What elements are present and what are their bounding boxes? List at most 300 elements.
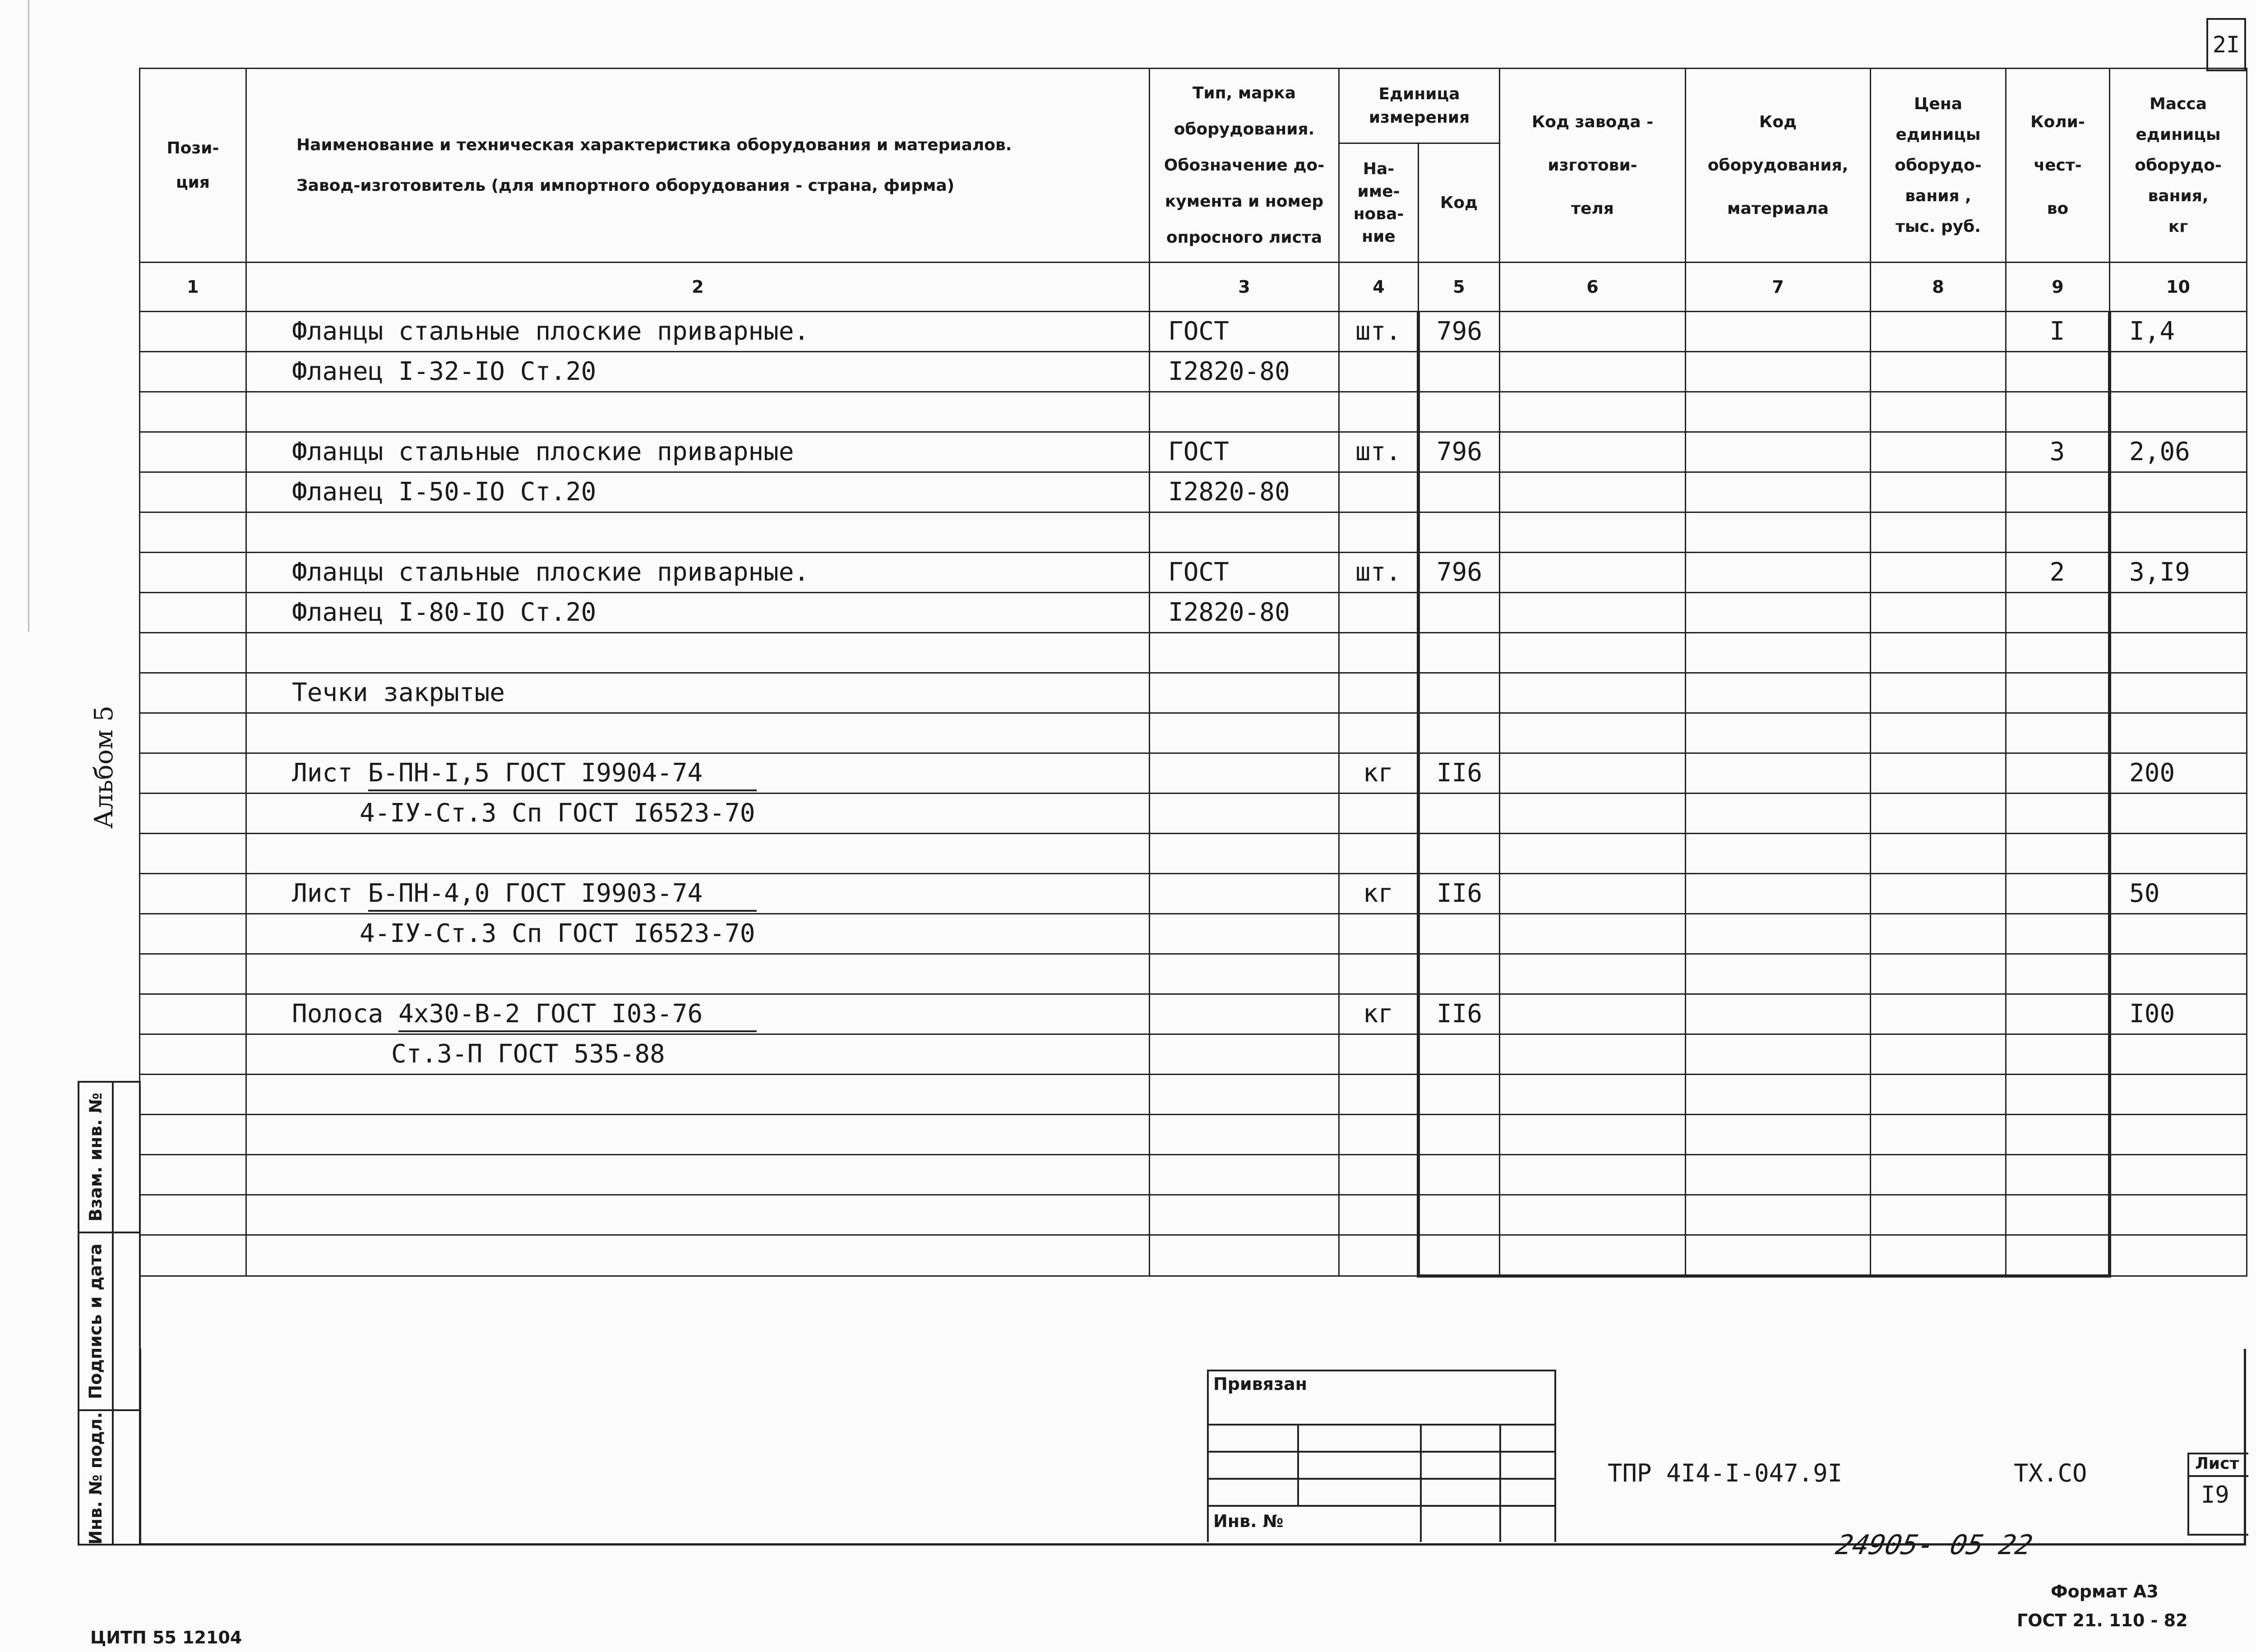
table-row (140, 432, 2247, 472)
header-row (140, 69, 2247, 143)
cell-doc (1150, 1034, 1339, 1075)
cell-doc: I2820-80 (1150, 593, 1339, 633)
cell-equipment-code (1686, 994, 1871, 1034)
cell-unit-code (1419, 633, 1500, 673)
cell-name: Фланцы стальные плоские приварные. (246, 312, 1150, 352)
cell-doc (1150, 1075, 1339, 1115)
cell-factory-code (1500, 1034, 1686, 1075)
cell-price (1871, 553, 2006, 593)
cell-unit-code (1419, 1115, 1500, 1155)
cell-equipment-code (1686, 1075, 1871, 1115)
cell-quantity (2006, 994, 2110, 1034)
cell-mass (2110, 392, 2247, 432)
header-unit-group: Единица измерения (1339, 69, 1500, 143)
cell-doc (1150, 954, 1339, 994)
table-row (140, 1235, 2247, 1276)
album-label: Альбом 5 (89, 705, 119, 829)
table-row (140, 633, 2247, 673)
cell-unit-code (1419, 914, 1500, 954)
cell-quantity: I (2006, 312, 2110, 352)
cell-factory-code (1500, 352, 1686, 392)
cell-mass (2110, 794, 2247, 834)
item-name-designation: Б-ПН-I,5 ГОСТ I9904-74 (368, 757, 757, 791)
cell-mass (2110, 512, 2247, 553)
cell-price (1871, 512, 2006, 553)
table-row (140, 1115, 2247, 1155)
cell-doc: I2820-80 (1150, 352, 1339, 392)
cell-unit: шт. (1339, 432, 1419, 472)
cell-unit (1339, 914, 1419, 954)
cell-name (246, 1075, 1150, 1115)
cell-equipment-code (1686, 392, 1871, 432)
cell-name (246, 914, 1150, 954)
cell-equipment-code (1686, 1235, 1871, 1276)
cell-name (246, 633, 1150, 673)
table-row (140, 673, 2247, 713)
cell-price (1871, 312, 2006, 352)
cell-position (140, 553, 246, 593)
table-row (140, 392, 2247, 432)
item-name-prefix: Полоса (292, 999, 399, 1029)
cell-unit-code: 796 (1419, 553, 1500, 593)
cell-factory-code (1500, 994, 1686, 1034)
cell-unit: кг (1339, 753, 1419, 794)
cell-price (1871, 954, 2006, 994)
cell-unit (1339, 472, 1419, 512)
cell-name: Фланец I-50-IO Ст.20 (246, 472, 1150, 512)
cell-name (246, 794, 1150, 834)
cell-factory-code (1500, 1195, 1686, 1235)
cell-factory-code (1500, 593, 1686, 633)
cell-unit-code (1419, 834, 1500, 874)
cell-mass (2110, 633, 2247, 673)
format-label: Формат А3 (2051, 1582, 2159, 1601)
table-row (140, 1034, 2247, 1075)
cell-quantity (2006, 874, 2110, 914)
cell-unit-code (1419, 713, 1500, 753)
table-row (140, 1155, 2247, 1195)
podpis-data-label: Подпись и дата (86, 1243, 106, 1399)
cell-factory-code (1500, 472, 1686, 512)
cell-position (140, 753, 246, 794)
cell-factory-code (1500, 753, 1686, 794)
cell-price (1871, 392, 2006, 432)
cell-name (246, 392, 1150, 432)
cell-equipment-code (1686, 472, 1871, 512)
cell-equipment-code (1686, 874, 1871, 914)
cell-name: Фланцы стальные плоские приварные (246, 432, 1150, 472)
cell-unit-code (1419, 593, 1500, 633)
cell-price (1871, 1155, 2006, 1195)
cell-price (1871, 794, 2006, 834)
cell-doc (1150, 794, 1339, 834)
cell-unit-code: II6 (1419, 874, 1500, 914)
colnum: 9 (2006, 263, 2110, 312)
gost-label: ГОСТ 21. 110 - 82 (2017, 1610, 2188, 1630)
cell-unit (1339, 1235, 1419, 1276)
cell-equipment-code (1686, 1155, 1871, 1195)
cell-factory-code (1500, 794, 1686, 834)
cell-position (140, 794, 246, 834)
cell-factory-code (1500, 553, 1686, 593)
cell-unit (1339, 1075, 1419, 1115)
cell-unit-code: II6 (1419, 994, 1500, 1034)
cell-position (140, 1195, 246, 1235)
cell-position (140, 914, 246, 954)
table-row (140, 593, 2247, 633)
cell-quantity (2006, 1115, 2110, 1155)
cell-unit-code (1419, 472, 1500, 512)
cell-quantity (2006, 352, 2110, 392)
cell-quantity (2006, 633, 2110, 673)
cell-doc (1150, 994, 1339, 1034)
cell-equipment-code (1686, 633, 1871, 673)
cell-unit (1339, 1034, 1419, 1075)
table-row (140, 472, 2247, 512)
cell-unit (1339, 633, 1419, 673)
cell-doc (1150, 673, 1339, 713)
cell-price (1871, 994, 2006, 1034)
cell-name (246, 512, 1150, 553)
cell-price (1871, 432, 2006, 472)
cell-mass: I,4 (2110, 312, 2247, 352)
cell-unit: кг (1339, 994, 1419, 1034)
cell-price (1871, 593, 2006, 633)
cell-quantity (2006, 512, 2110, 553)
table-row (140, 753, 2247, 794)
cell-unit-code (1419, 392, 1500, 432)
cell-unit-code: 796 (1419, 312, 1500, 352)
cell-quantity (2006, 794, 2110, 834)
cell-mass (2110, 713, 2247, 753)
cell-quantity (2006, 392, 2110, 432)
document-code: ТПР 4I4-I-047.9I (1608, 1459, 1843, 1487)
cell-position (140, 874, 246, 914)
cell-quantity (2006, 753, 2110, 794)
cell-mass (2110, 914, 2247, 954)
specification-table (139, 68, 2247, 1278)
header-factory-code: Код завода - изготови- теля (1500, 69, 1686, 263)
cell-mass (2110, 1195, 2247, 1235)
cell-unit (1339, 352, 1419, 392)
cell-unit-code: 796 (1419, 432, 1500, 472)
cell-unit: кг (1339, 874, 1419, 914)
cell-unit-code: II6 (1419, 753, 1500, 794)
header-unit-code: Код (1419, 143, 1500, 263)
cell-unit-code (1419, 794, 1500, 834)
table-row (140, 553, 2247, 593)
table-row (140, 512, 2247, 553)
cell-unit: шт. (1339, 312, 1419, 352)
cell-unit (1339, 673, 1419, 713)
cell-unit (1339, 512, 1419, 553)
item-material: 4-IУ-Ст.3 Сп ГОСТ I6523-70 (360, 919, 755, 948)
cell-equipment-code (1686, 753, 1871, 794)
cell-factory-code (1500, 713, 1686, 753)
cell-quantity (2006, 1034, 2110, 1075)
cell-equipment-code (1686, 713, 1871, 753)
cell-doc: ГОСТ (1150, 432, 1339, 472)
colnum: 7 (1686, 263, 1871, 312)
cell-mass (2110, 1115, 2247, 1155)
cell-price (1871, 673, 2006, 713)
header-position: Пози- ция (140, 69, 246, 263)
cell-doc (1150, 512, 1339, 553)
title-block (139, 1349, 2246, 1546)
cell-position (140, 1115, 246, 1155)
cell-unit: шт. (1339, 553, 1419, 593)
table-row (140, 994, 2247, 1034)
item-name-designation: 4х30-В-2 ГОСТ I03-76 (398, 998, 757, 1032)
cell-mass (2110, 593, 2247, 633)
cell-doc (1150, 1235, 1339, 1276)
cell-mass (2110, 673, 2247, 713)
cell-unit (1339, 1155, 1419, 1195)
cell-position (140, 1034, 246, 1075)
colnum: 6 (1500, 263, 1686, 312)
cell-factory-code (1500, 673, 1686, 713)
cell-name (246, 954, 1150, 994)
cell-mass (2110, 1075, 2247, 1115)
column-number-row (140, 263, 2247, 312)
cell-position (140, 1155, 246, 1195)
table-row (140, 794, 2247, 834)
cell-unit-code (1419, 1034, 1500, 1075)
cell-position (140, 954, 246, 994)
cell-factory-code (1500, 954, 1686, 994)
cell-position (140, 432, 246, 472)
cell-factory-code (1500, 512, 1686, 553)
cell-mass (2110, 834, 2247, 874)
cell-doc: I2820-80 (1150, 472, 1339, 512)
cell-equipment-code (1686, 512, 1871, 553)
cell-name (246, 1115, 1150, 1155)
vzam-inv-label: Взам. инв. № (86, 1093, 106, 1222)
cell-equipment-code (1686, 553, 1871, 593)
cell-position (140, 392, 246, 432)
cell-factory-code (1500, 1235, 1686, 1276)
cell-name (246, 713, 1150, 753)
cell-unit-code (1419, 512, 1500, 553)
cell-doc (1150, 1115, 1339, 1155)
table-row (140, 713, 2247, 753)
inv-podl-label: Инв. № подл. (86, 1412, 106, 1545)
cell-name (246, 834, 1150, 874)
cell-doc (1150, 392, 1339, 432)
cell-quantity (2006, 713, 2110, 753)
cell-mass: 3,I9 (2110, 553, 2247, 593)
cell-unit-code (1419, 1195, 1500, 1235)
cell-quantity (2006, 1075, 2110, 1115)
cell-equipment-code (1686, 954, 1871, 994)
side-stamp (78, 1081, 141, 1546)
cell-price (1871, 1075, 2006, 1115)
cell-unit (1339, 954, 1419, 994)
cell-factory-code (1500, 432, 1686, 472)
document-mark: ТХ.СО (2014, 1459, 2087, 1487)
header-name: Наименование и техническая характеристика оборудования и материалов. Завод-изготовитель (для импортного оборудования - страна, фирма) (246, 69, 1150, 263)
cell-price (1871, 834, 2006, 874)
cell-equipment-code (1686, 1034, 1871, 1075)
cell-unit-code (1419, 673, 1500, 713)
cell-quantity (2006, 472, 2110, 512)
table-row (140, 312, 2247, 352)
cell-price (1871, 1235, 2006, 1276)
cell-unit-code (1419, 1155, 1500, 1195)
table-row (140, 954, 2247, 994)
cell-unit (1339, 1115, 1419, 1155)
cell-unit (1339, 834, 1419, 874)
cell-quantity (2006, 834, 2110, 874)
privyazan-label: Привязан (1213, 1374, 1308, 1394)
item-material: Ст.3-П ГОСТ 535-88 (391, 1039, 665, 1069)
cell-factory-code (1500, 1115, 1686, 1155)
cell-doc (1150, 1195, 1339, 1235)
item-name-prefix: Лист (292, 879, 368, 908)
cell-position (140, 312, 246, 352)
cell-equipment-code (1686, 673, 1871, 713)
cell-price (1871, 1115, 2006, 1155)
cell-quantity (2006, 593, 2110, 633)
cell-equipment-code (1686, 914, 1871, 954)
cell-quantity (2006, 1195, 2110, 1235)
cell-factory-code (1500, 392, 1686, 432)
header-mass: Масса единицы оборудо- вания, кг (2110, 69, 2247, 263)
cell-price (1871, 472, 2006, 512)
cell-factory-code (1500, 874, 1686, 914)
item-material: 4-IУ-Ст.3 Сп ГОСТ I6523-70 (360, 798, 755, 828)
cell-doc (1150, 1155, 1339, 1195)
cell-mass (2110, 954, 2247, 994)
cell-quantity (2006, 1235, 2110, 1276)
cell-position (140, 713, 246, 753)
cell-doc (1150, 874, 1339, 914)
cell-price (1871, 633, 2006, 673)
cell-name (246, 753, 1150, 794)
cell-factory-code (1500, 1155, 1686, 1195)
cell-mass: I00 (2110, 994, 2247, 1034)
cell-doc: ГОСТ (1150, 553, 1339, 593)
cell-quantity (2006, 1155, 2110, 1195)
cell-factory-code (1500, 633, 1686, 673)
cell-position (140, 1235, 246, 1276)
cell-doc (1150, 753, 1339, 794)
cell-mass (2110, 472, 2247, 512)
cell-price (1871, 1195, 2006, 1235)
cell-equipment-code (1686, 352, 1871, 392)
item-name-designation: Б-ПН-4,0 ГОСТ I9903-74 (368, 877, 757, 912)
colnum: 1 (140, 263, 246, 312)
cell-equipment-code (1686, 593, 1871, 633)
cell-unit-code (1419, 1235, 1500, 1276)
inv-no-label: Инв. № (1213, 1511, 1284, 1531)
cell-name (246, 1034, 1150, 1075)
cell-unit-code (1419, 352, 1500, 392)
cell-name: Фланец I-32-IO Ст.20 (246, 352, 1150, 392)
cell-unit (1339, 593, 1419, 633)
table-row (140, 1195, 2247, 1235)
cell-position (140, 593, 246, 633)
cell-position (140, 633, 246, 673)
cell-doc (1150, 713, 1339, 753)
cell-quantity (2006, 673, 2110, 713)
cell-quantity: 2 (2006, 553, 2110, 593)
cell-mass (2110, 1235, 2247, 1276)
cell-mass: 50 (2110, 874, 2247, 914)
table-row (140, 352, 2247, 392)
table-row (140, 1075, 2247, 1115)
cell-unit (1339, 794, 1419, 834)
cell-unit-code (1419, 954, 1500, 994)
header-quantity: Коли- чест- во (2006, 69, 2110, 263)
cell-price (1871, 352, 2006, 392)
cell-equipment-code (1686, 794, 1871, 834)
header-unit-name: На- име- нова- ние (1339, 143, 1419, 263)
cell-name (246, 1195, 1150, 1235)
cell-unit-code (1419, 1075, 1500, 1115)
cell-unit (1339, 1195, 1419, 1235)
sheet-label: Лист (2195, 1454, 2239, 1473)
cell-name (246, 874, 1150, 914)
cell-equipment-code (1686, 312, 1871, 352)
table-row (140, 914, 2247, 954)
cell-factory-code (1500, 1075, 1686, 1115)
cell-position (140, 472, 246, 512)
header-type: Тип, марка оборудования. Обозначение до- кумента и номер опросного листа (1150, 69, 1339, 263)
cell-name: Течки закрытые (246, 673, 1150, 713)
cell-price (1871, 874, 2006, 914)
colnum: 4 (1339, 263, 1419, 312)
cell-equipment-code (1686, 1195, 1871, 1235)
cell-position (140, 994, 246, 1034)
cell-quantity: 3 (2006, 432, 2110, 472)
cell-price (1871, 713, 2006, 753)
cell-unit (1339, 713, 1419, 753)
cell-quantity (2006, 914, 2110, 954)
table-row (140, 834, 2247, 874)
table-body (140, 312, 2247, 1276)
cell-price (1871, 1034, 2006, 1075)
sheet-number: I9 (2201, 1481, 2229, 1509)
item-name-prefix: Лист (292, 758, 368, 788)
cell-position (140, 512, 246, 553)
cell-name: Фланец I-80-IO Ст.20 (246, 593, 1150, 633)
cell-equipment-code (1686, 1115, 1871, 1155)
cell-mass: 200 (2110, 753, 2247, 794)
cell-mass (2110, 1155, 2247, 1195)
header-price: Цена единицы оборудо- вания , тыс. руб. (1871, 69, 2006, 263)
cell-position (140, 834, 246, 874)
cell-name (246, 1155, 1150, 1195)
cell-doc: ГОСТ (1150, 312, 1339, 352)
header-equipment-code: Код оборудования, материала (1686, 69, 1871, 263)
cell-name (246, 1235, 1150, 1276)
cell-quantity (2006, 954, 2110, 994)
cell-factory-code (1500, 914, 1686, 954)
cell-doc (1150, 914, 1339, 954)
cell-position (140, 1075, 246, 1115)
page-number: 2I (2206, 18, 2246, 71)
colnum: 8 (1871, 263, 2006, 312)
cell-price (1871, 914, 2006, 954)
cell-factory-code (1500, 312, 1686, 352)
cell-position (140, 352, 246, 392)
table-row (140, 874, 2247, 914)
cell-factory-code (1500, 834, 1686, 874)
cell-mass: 2,06 (2110, 432, 2247, 472)
margin-line (28, 0, 29, 632)
cell-name (246, 994, 1150, 1034)
